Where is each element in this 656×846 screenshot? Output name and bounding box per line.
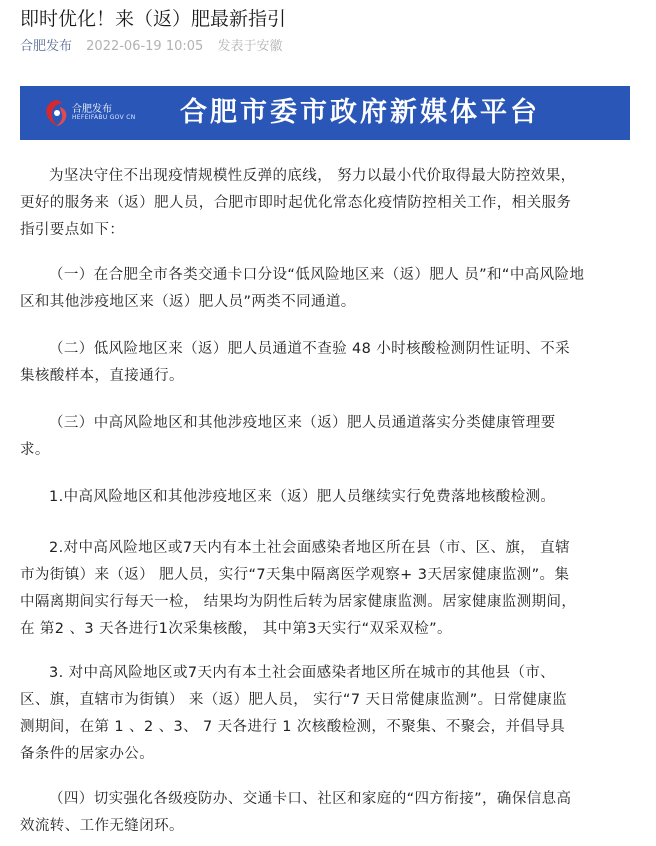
publish-location: 发表于安徽 bbox=[217, 39, 283, 54]
text-line: 测期间，在第 1 、2 、3、 7 天各进行 1 次核酸检测，不聚集、不聚会，并倡导具 bbox=[20, 719, 566, 735]
text-line: 中隔离期间实行每天一检， 结果均为阴性后转为居家健康监测。居家健康监测期间， bbox=[20, 594, 577, 610]
paragraph-sub-3 bbox=[20, 660, 634, 768]
paragraph-sub-2 bbox=[20, 535, 634, 643]
text-line: （四）切实强化各级疫防办、交通卡口、社区和家庭的“四方衔接”，确保信息高 bbox=[49, 791, 572, 807]
text-line: 效流转、工作无缝闭环。 bbox=[20, 818, 184, 834]
publish-date: 2022-06-19 10:05 bbox=[86, 39, 204, 54]
text-line: （一）在合肥全市各类交通卡口分设“低风险地区来（返）肥人 员”和“中高风险地 bbox=[49, 267, 585, 283]
text-line: 区、旗，直辖市为街镇） 来（返）肥人员， 实行“7 天日常健康监测”。日常健康监 bbox=[20, 692, 568, 708]
logo-subtext: HEFEIFABU GOV CN bbox=[72, 114, 136, 121]
paragraph-intro bbox=[20, 163, 634, 244]
banner-title: 合肥市委市政府新媒体平台 bbox=[180, 97, 540, 128]
text-line: 3. 对中高风险地区或7天内有本土社会面感染者地区所在城市的其他县（市、 bbox=[49, 665, 556, 681]
text-line: 在 第2 、3 天各进行1次采集核酸， 其中第3天实行“双采双检”。 bbox=[20, 621, 452, 637]
article-source-link[interactable]: 合肥发布 bbox=[20, 39, 73, 54]
paragraph-item-4 bbox=[20, 786, 634, 840]
text-line: 集核酸样本，直接通行。 bbox=[20, 368, 184, 384]
text-line: 备条件的居家办公。 bbox=[20, 746, 155, 762]
header-banner-image bbox=[20, 86, 630, 140]
text-line: 1.中高风险地区和其他涉疫地区来（返）肥人员继续实行免费落地核酸检测。 bbox=[49, 489, 556, 505]
text-line: 2.对中高风险地区或7天内有本土社会面感染者地区所在县（市、区、旗， 直辖 bbox=[49, 540, 570, 556]
text-line: 市为街镇）来（返） 肥人员，实行“7天集中隔离医学观察+ 3天居家健康监测”。集 bbox=[20, 567, 570, 583]
text-line: （二）低风险地区来（返）肥人员通道不查验 48 小时核酸检测阴性证明、不采 bbox=[49, 341, 570, 357]
article-meta bbox=[20, 38, 282, 56]
hefei-fabu-logo bbox=[42, 98, 157, 128]
text-line: 求。 bbox=[20, 442, 50, 458]
paragraph-item-2 bbox=[20, 336, 634, 390]
logo-emblem-icon bbox=[42, 98, 70, 128]
paragraph-item-1 bbox=[20, 262, 634, 316]
text-line: 区和其他涉疫地区来（返）肥人员”两类不同通道。 bbox=[20, 294, 356, 310]
text-line: 更好的服务来（返）肥人员，合肥市即时起优化常态化疫情防控相关工作，相关服务 bbox=[20, 195, 572, 211]
article-title: 即时优化！来（返）肥最新指引 bbox=[20, 8, 287, 30]
text-line: （三）中高风险地区和其他涉疫地区来（返）肥人员通道落实分类健康管理要 bbox=[49, 415, 556, 431]
paragraph-item-3 bbox=[20, 410, 634, 464]
text-line: 指引要点如下： bbox=[20, 222, 125, 238]
paragraph-sub-1 bbox=[20, 484, 634, 511]
logo-text: 合肥发布 bbox=[72, 104, 112, 115]
text-line: 为坚决守住不出现疫情规模性反弹的底线， 努力以最小代价取得最大防控效果， bbox=[49, 168, 576, 184]
